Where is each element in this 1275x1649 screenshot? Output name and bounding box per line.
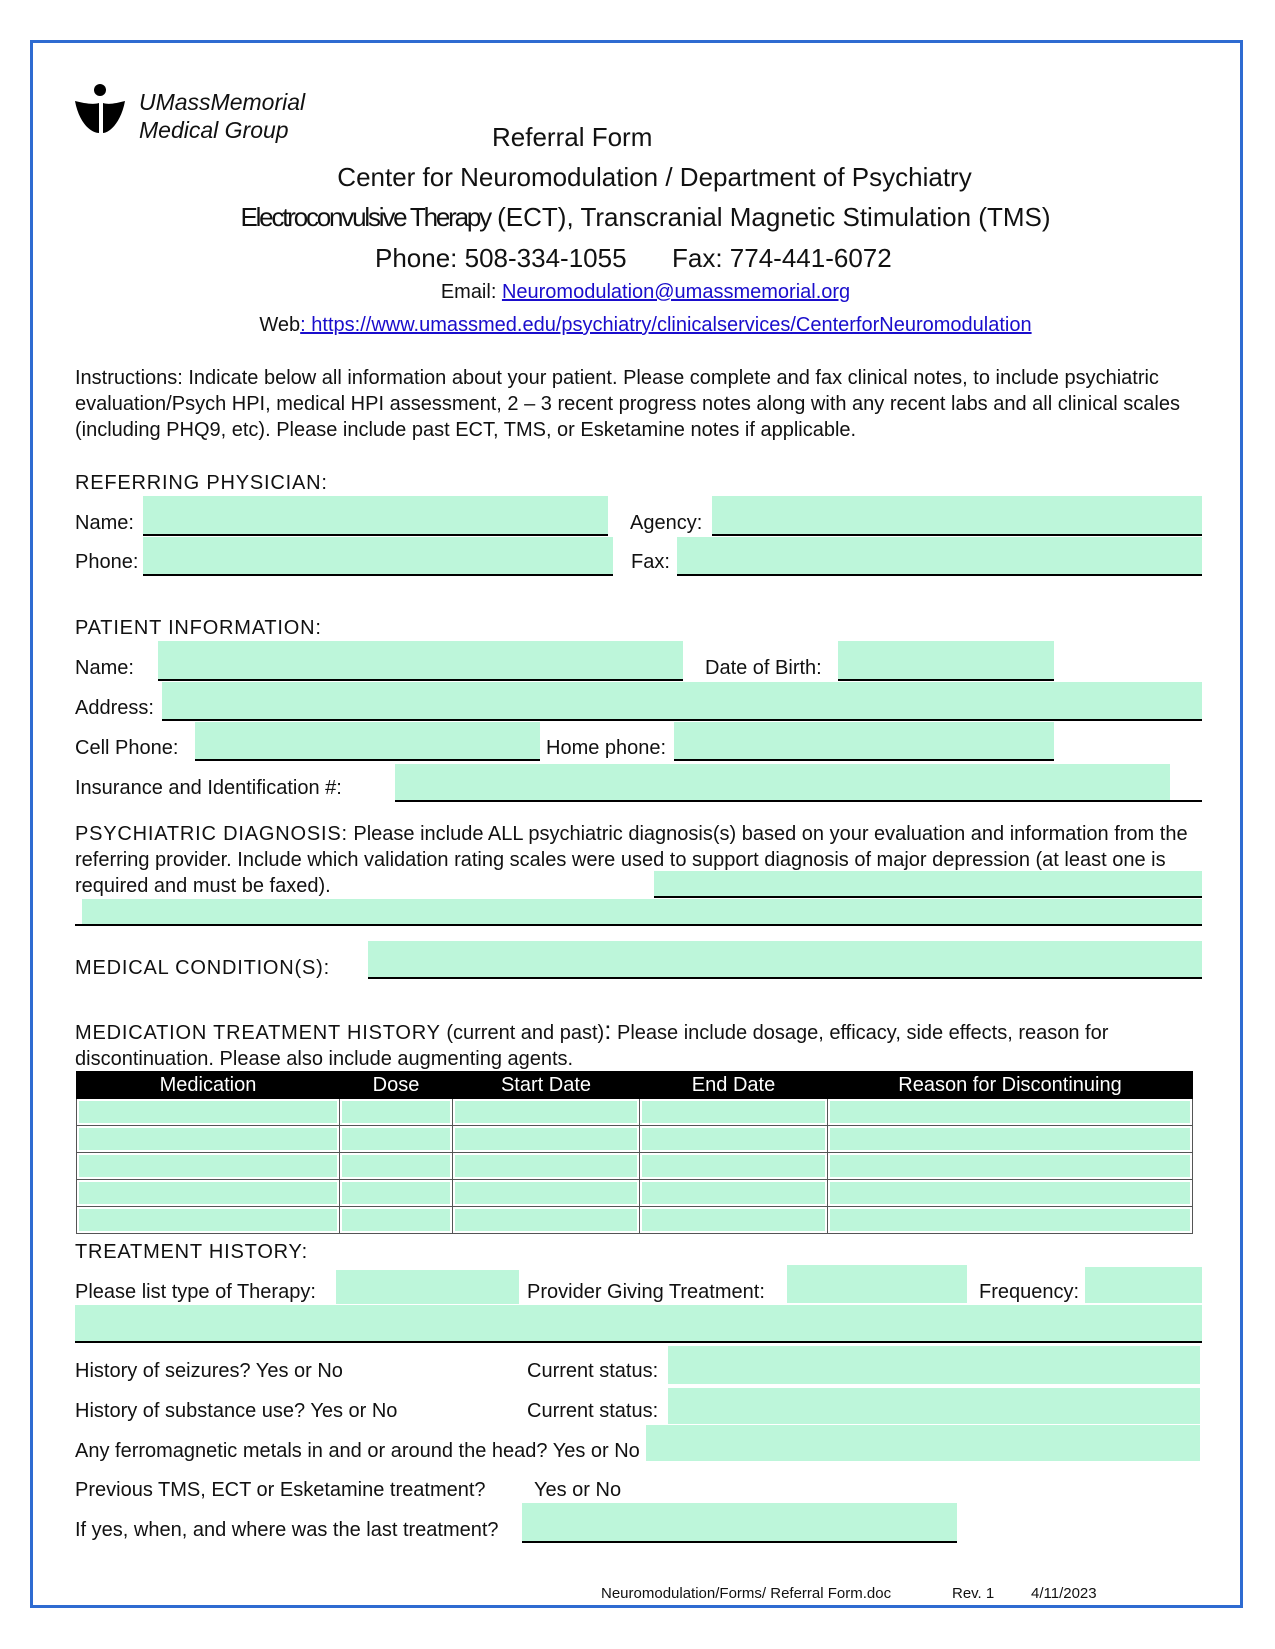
col-start-date: Start Date	[453, 1072, 640, 1099]
col-reason: Reason for Discontinuing	[828, 1072, 1193, 1099]
referring-heading: REFERRING PHYSICIAN:	[75, 472, 328, 494]
reason-cell[interactable]	[830, 1155, 1190, 1177]
last-treatment-field[interactable]	[522, 1503, 957, 1541]
table-row	[77, 1099, 1193, 1126]
pt-name-field[interactable]	[158, 641, 683, 679]
dose-cell[interactable]	[342, 1155, 450, 1177]
seizures-status-label: Current status:	[527, 1360, 659, 1382]
services-ect: Electroconvulsive Therapy	[240, 202, 490, 232]
start-cell[interactable]	[455, 1128, 637, 1150]
footer-path: Neuromodulation/Forms/ Referral Form.doc	[601, 1585, 892, 1602]
start-cell[interactable]	[455, 1101, 637, 1123]
col-dose: Dose	[340, 1072, 453, 1099]
reason-cell[interactable]	[830, 1128, 1190, 1150]
start-cell[interactable]	[455, 1182, 637, 1204]
end-cell[interactable]	[642, 1155, 825, 1177]
web-line	[8, 314, 1275, 337]
start-cell[interactable]	[455, 1209, 637, 1231]
ref-fax-line	[677, 574, 1202, 576]
pt-address-field[interactable]	[162, 682, 1202, 720]
previous-question: Previous TMS, ECT or Esketamine treatment?	[75, 1479, 486, 1501]
pt-insurance-line	[395, 800, 1202, 802]
ref-fax-field[interactable]	[677, 537, 1202, 575]
pt-home-line	[674, 759, 1054, 761]
metals-question: Any ferromagnetic metals in and or around the head? Yes or No	[75, 1440, 640, 1462]
form-title: Referral Form	[492, 122, 653, 152]
seizures-status-field[interactable]	[668, 1346, 1200, 1384]
instructions: Instructions: Indicate below all information about your patient. Please complete and fax clinical notes, to include psychiatric evaluation/Psych HPI, medical HPI assessment, 2 – 3 recent progress notes along with any recent labs and all clinical scales (including PHQ9, etc). Please include past ECT, TMS, or Esketamine notes if applicable.	[75, 367, 1180, 441]
medication-heading-paren: (current and past)	[440, 1022, 605, 1044]
med-cell[interactable]	[79, 1155, 337, 1177]
med-cell[interactable]	[79, 1182, 337, 1204]
pt-dob-label: Date of Birth:	[705, 657, 822, 679]
ref-agency-field[interactable]	[712, 496, 1202, 534]
diagnosis-heading: PSYCHIATRIC DIAGNOSIS:	[75, 823, 348, 845]
email-line	[8, 281, 1275, 304]
provider-field[interactable]	[787, 1265, 967, 1303]
med-cell[interactable]	[79, 1209, 337, 1231]
footer-rev: Rev. 1	[952, 1585, 995, 1602]
col-medication: Medication	[77, 1072, 340, 1099]
medication-table	[76, 1071, 1193, 1234]
treatment-notes-line	[75, 1341, 1202, 1343]
treatment-heading: TREATMENT HISTORY:	[75, 1241, 308, 1263]
services-line	[8, 202, 1275, 233]
substance-status-field[interactable]	[668, 1388, 1200, 1424]
ref-phone-label: Phone:	[75, 551, 139, 573]
pt-home-field[interactable]	[674, 722, 1054, 760]
pt-home-label: Home phone:	[546, 737, 667, 759]
end-cell[interactable]	[642, 1209, 825, 1231]
frequency-label: Frequency:	[979, 1281, 1080, 1303]
med-cell[interactable]	[79, 1128, 337, 1150]
medical-heading: MEDICAL CONDITION(S):	[75, 957, 330, 979]
table-row	[77, 1207, 1193, 1234]
email-link[interactable]: Neuromodulation@umassmemorial.org	[501, 281, 851, 303]
pt-cell-label: Cell Phone:	[75, 737, 179, 759]
web-label: Web	[259, 314, 301, 336]
pt-cell-field[interactable]	[195, 722, 540, 760]
ref-name-label: Name:	[75, 512, 134, 534]
medication-text	[75, 1017, 1200, 1072]
therapy-field[interactable]	[336, 1270, 519, 1304]
patient-heading: PATIENT INFORMATION:	[75, 617, 322, 639]
substance-question: History of substance use? Yes or No	[75, 1400, 398, 1422]
diagnosis-line-2	[75, 924, 1202, 926]
end-cell[interactable]	[642, 1128, 825, 1150]
email-label: Email:	[440, 281, 502, 303]
reason-cell[interactable]	[830, 1101, 1190, 1123]
table-row	[77, 1180, 1193, 1207]
medical-field[interactable]	[368, 941, 1202, 977]
pt-address-line	[162, 719, 1202, 721]
footer-date: 4/11/2023	[1031, 1585, 1097, 1602]
logo-mark-icon	[73, 83, 127, 135]
ref-name-line	[143, 534, 608, 536]
pt-address-label: Address:	[75, 697, 154, 719]
diagnosis-field-1[interactable]	[654, 871, 1202, 897]
pt-cell-line	[195, 759, 540, 761]
frequency-field[interactable]	[1085, 1267, 1202, 1303]
medication-header-row	[77, 1072, 1193, 1099]
last-treatment-line	[522, 1541, 957, 1543]
ref-agency-line	[712, 534, 1202, 536]
table-row	[77, 1126, 1193, 1153]
logo	[73, 83, 323, 143]
ref-phone-line	[143, 574, 613, 576]
previous-answer: Yes or No	[534, 1479, 622, 1501]
pt-name-line	[158, 679, 683, 681]
medical-line	[368, 977, 1202, 979]
pt-insurance-label: Insurance and Identification #:	[75, 777, 342, 799]
ref-fax-label: Fax:	[631, 551, 670, 573]
ref-agency-label: Agency:	[630, 512, 703, 534]
therapy-label: Please list type of Therapy:	[75, 1281, 316, 1303]
med-cell[interactable]	[79, 1101, 337, 1123]
ref-name-field[interactable]	[143, 496, 608, 534]
dose-cell[interactable]	[342, 1209, 450, 1231]
web-link[interactable]: : https://www.umassmed.edu/psychiatry/clinicalservices/CenterforNeuromodulation	[300, 314, 1032, 336]
seizures-question: History of seizures? Yes or No	[75, 1360, 343, 1382]
substance-status-label: Current status:	[527, 1400, 659, 1422]
provider-label: Provider Giving Treatment:	[527, 1281, 765, 1303]
services-rest: (ECT), Transcranial Magnetic Stimulation (TMS)	[489, 202, 1051, 232]
reason-cell[interactable]	[830, 1209, 1190, 1231]
start-cell[interactable]	[455, 1155, 637, 1177]
dose-cell[interactable]	[342, 1101, 450, 1123]
treatment-notes-field[interactable]	[75, 1305, 1202, 1341]
medication-heading-colon: :	[604, 1015, 612, 1045]
medication-heading: MEDICATION TREATMENT HISTORY	[75, 1022, 441, 1044]
header-fax: Fax: 774-441-6072	[672, 243, 892, 273]
header-phone: Phone: 508-334-1055	[375, 243, 627, 273]
pt-name-label: Name:	[75, 657, 134, 679]
medication-body: Please include dosage, efficacy, side effects, reason for discontinuation. Please also include augmenting agents.	[75, 1022, 1109, 1070]
logo-line1: UMassMemorial	[139, 89, 306, 115]
pt-dob-field[interactable]	[838, 641, 1054, 679]
end-cell[interactable]	[642, 1182, 825, 1204]
pt-insurance-field[interactable]	[395, 764, 1170, 800]
dose-cell[interactable]	[342, 1128, 450, 1150]
col-end-date: End Date	[640, 1072, 828, 1099]
last-treatment-question: If yes, when, and where was the last treatment?	[75, 1519, 499, 1541]
diagnosis-line-1	[654, 896, 1202, 898]
ref-phone-field[interactable]	[143, 537, 613, 575]
department-title: Center for Neuromodulation / Department of Psychiatry	[337, 162, 972, 192]
diagnosis-field-2[interactable]	[82, 899, 1202, 924]
table-row	[77, 1153, 1193, 1180]
diagnosis-body: Please include ALL psychiatric diagnosis(s) based on your evaluation and information from the referring provider. Include which validation rating scales were used to support diagnosis of major depression (at least one is required and must be faxed).	[75, 823, 1188, 897]
pt-dob-line	[838, 679, 1054, 681]
end-cell[interactable]	[642, 1101, 825, 1123]
dose-cell[interactable]	[342, 1182, 450, 1204]
reason-cell[interactable]	[830, 1182, 1190, 1204]
logo-line2: Medical Group	[139, 117, 289, 143]
metals-field[interactable]	[646, 1425, 1200, 1461]
